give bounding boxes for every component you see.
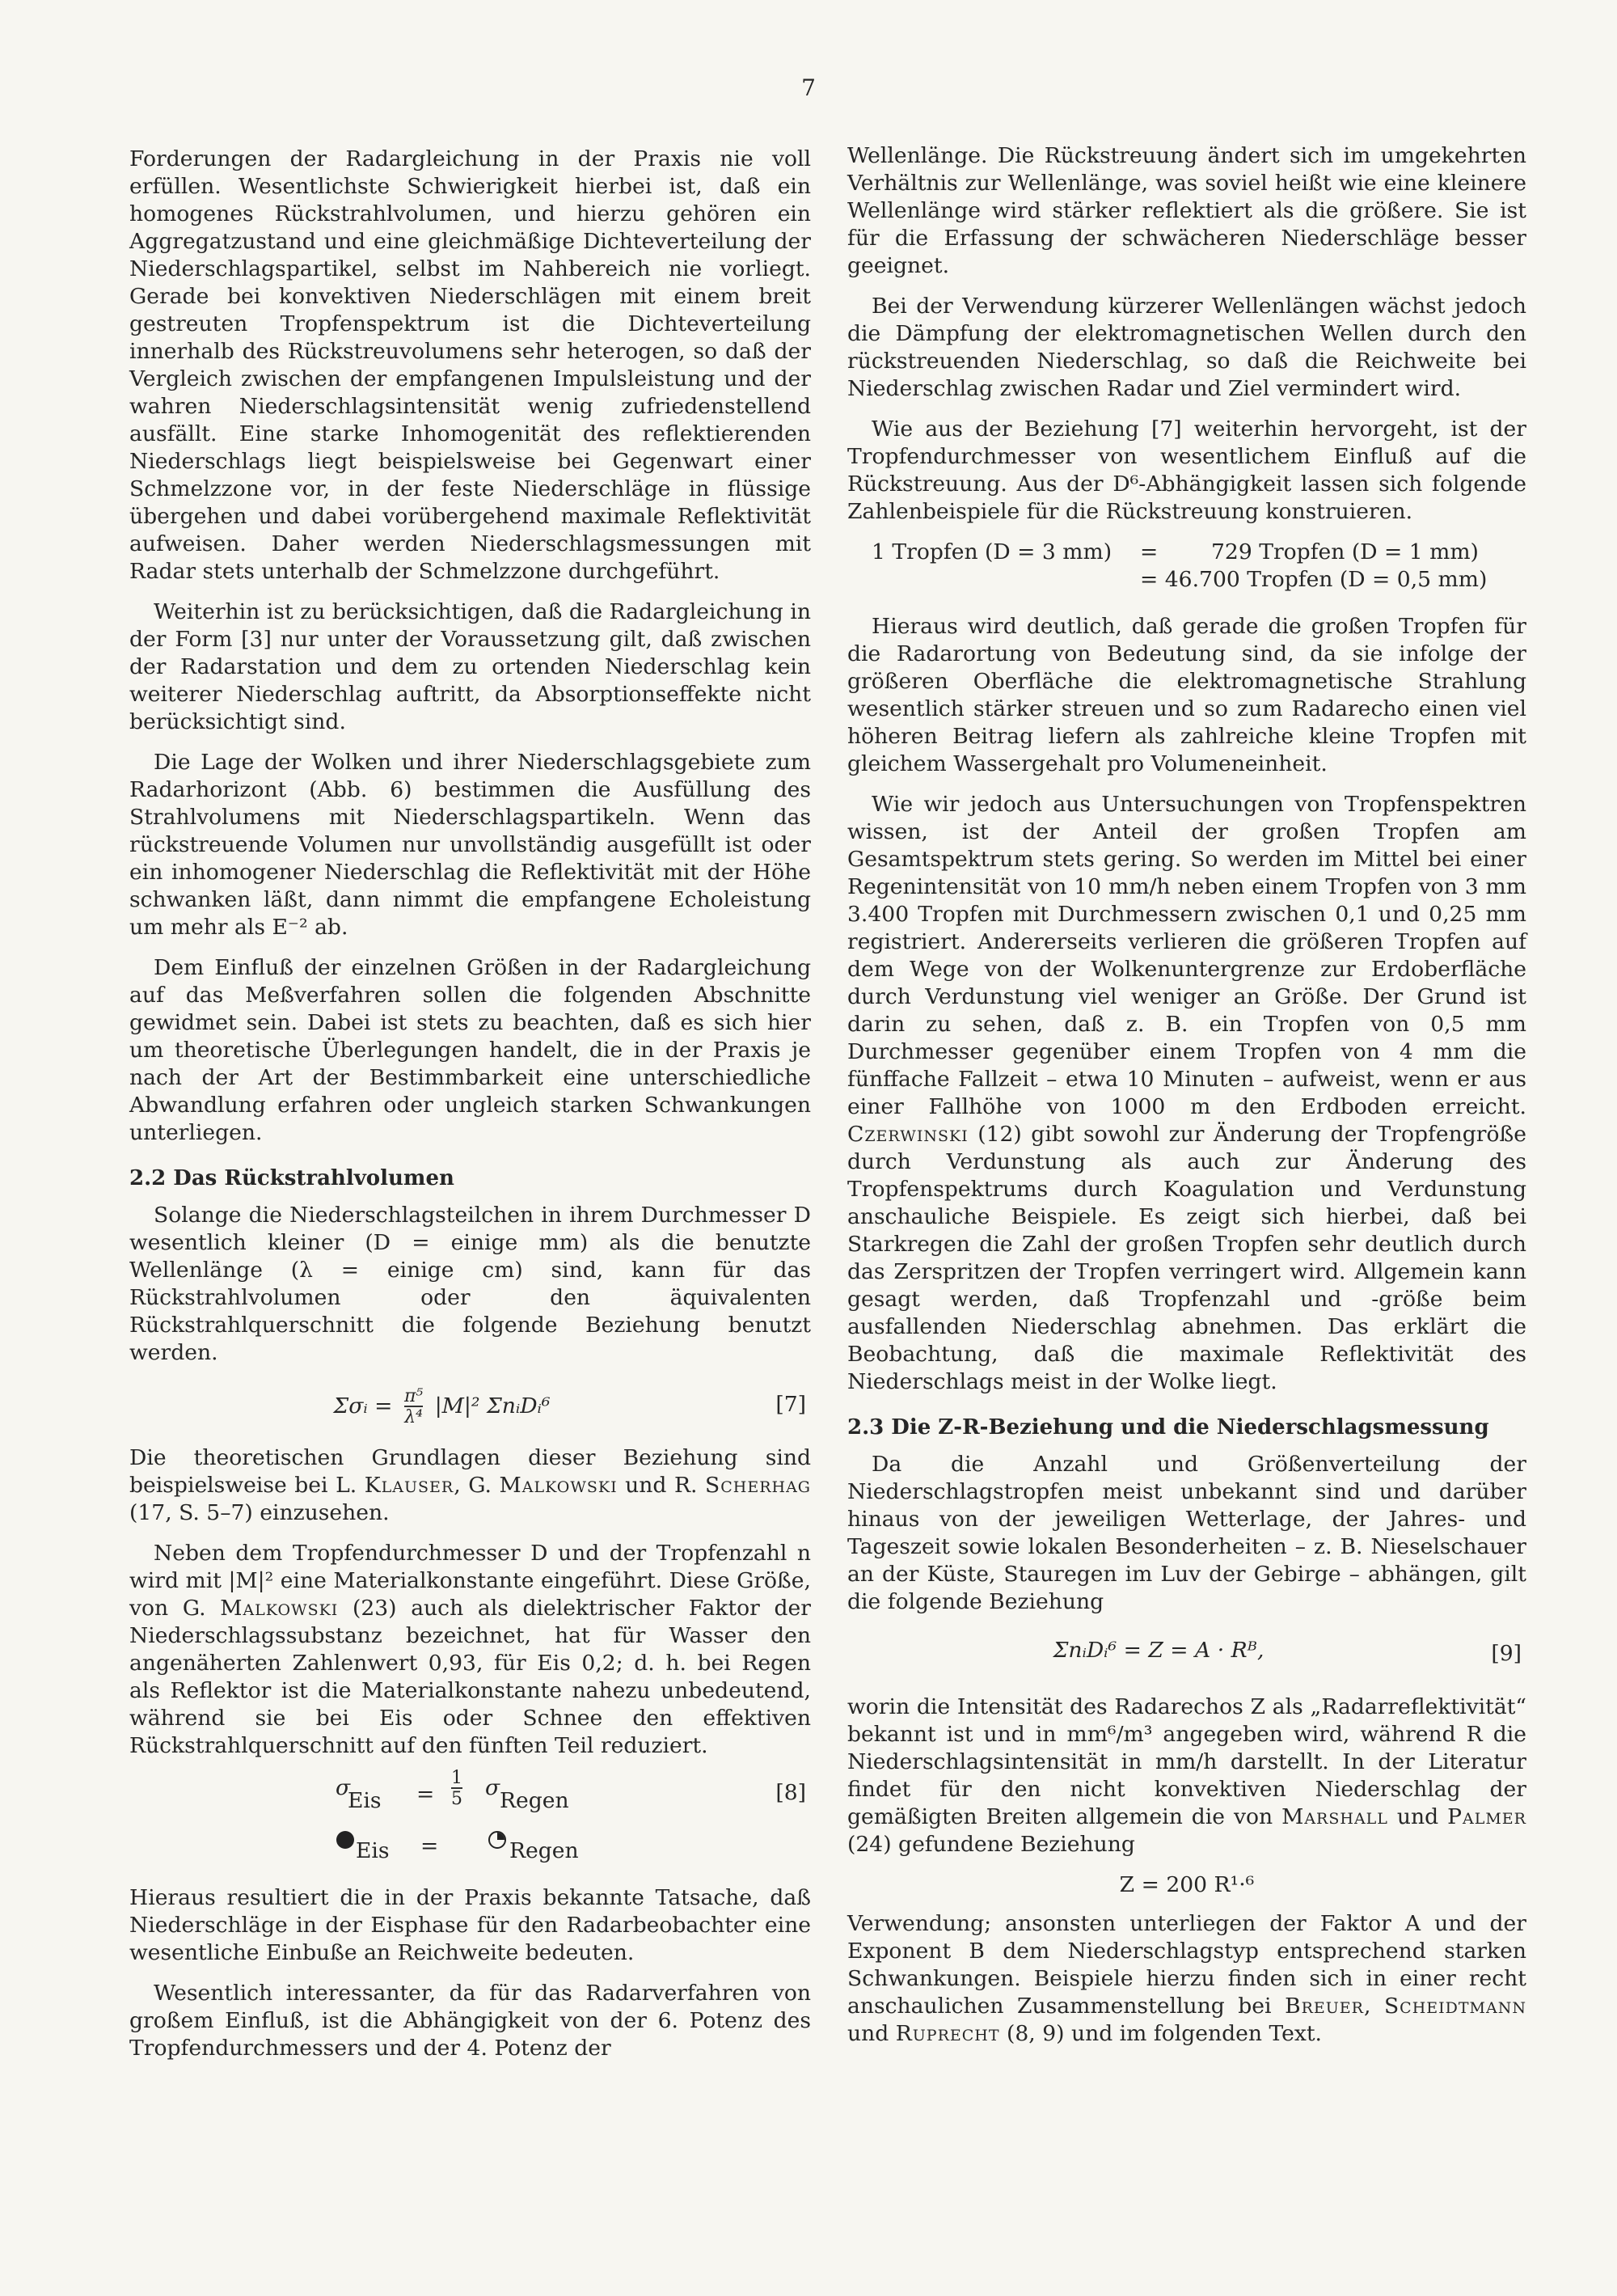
text-run: (24) gefundene Beziehung bbox=[847, 1832, 1135, 1857]
text-run: worin die Intensität des Radarechos Z als „Radarreflektivität“ bekannt ist und in mm⁶/m³ angegeben wird, während R die Niederschlagsintensität in mm/h darstellt. In der Literatur findet für den nicht konvektiven Niederschlag der gemäßigten Breiten allgemein die von bbox=[847, 1694, 1526, 1829]
paragraph: Dem Einfluß der einzelnen Größen in der Radargleichung auf das Meßverfahren sollen die folgenden Abschnitte gewidmet sein. Dabei ist stets zu beachten, daß es sich hier um theoretische Überlegungen handelt, die in der Praxis je nach der Art der Bestimmbarkeit eine unterschiedliche Abwandlung erfahren oder ungleich starken Schwankungen unterliegen. bbox=[129, 955, 811, 1145]
rain-symbol-icon bbox=[488, 1831, 506, 1849]
eq8-sigma-rain: σ bbox=[485, 1775, 500, 1800]
text-run: (12) gibt sowohl zur Änderung der Tropfengröße durch Verdunstung als auch zur Änderung des Tropfenspektrums durch Koagulation und Verdunstung anschauliche Beispiele. Es zeigt sich hierbei, daß bei Starkregen die Zahl der großen Tropfen sehr deutlich durch das Zerspritzen der Tropfen verringert wird. Allgemein kann gesagt werden, daß Tropfenzahl und -größe beim ausfallenden Niederschlag abnehmen. Das erklärt die Beobachtung, daß die maximale Reflektivität des Niederschlags meist in der Wolke liegt. bbox=[847, 1122, 1526, 1394]
text-run: Neben dem Tropfendurchmesser D und der Tropfenzahl n wird mit |M|² eine Materialkonstante eingeführt. Diese Größe, von G. bbox=[129, 1541, 811, 1621]
paragraph: Solange die Niederschlagsteilchen in ihrem Durchmesser D wesentlich kleiner (D = einige mm) als die benutzte Wellenlänge (λ = einige cm) sind, kann für das Rückstrahlvolumen oder den äquivalenten Rückstrahlquerschnitt die folgende Beziehung benutzt werden. bbox=[129, 1203, 811, 1365]
section-heading-2-2: 2.2 Das Rückstrahlvolumen bbox=[129, 1166, 454, 1190]
text-run: Die theoretischen Grundlagen dieser Beziehung sind beispielsweise bei L. bbox=[129, 1445, 811, 1498]
eq7-label: [7] bbox=[775, 1392, 806, 1417]
text-run: , bbox=[1363, 1994, 1371, 2019]
eq9-body: ΣnᵢDᵢ⁶ = Z = A · Rᴮ, bbox=[1053, 1638, 1264, 1663]
equation-7 bbox=[129, 1380, 811, 1428]
text-run: Verwendung; ansonsten unterliegen der Faktor A und der Exponent B dem Niederschlagstyp entsprechend starken Schwankungen. Beispiele hierzu finden sich in einer recht anschaulichen Zusammenstellung bei bbox=[847, 1911, 1526, 2019]
paragraph: Weiterhin ist zu berücksichtigen, daß die Radargleichung in der Form [3] nur unter der Voraussetzung gilt, daß zwischen der Radarstation und dem zu ortenden Niederschlag kein weiterer Niederschlag auftritt, da Absorptionseffekte nicht berücksichtigt sind. bbox=[129, 599, 811, 734]
drop-row1-left: 1 Tropfen (D = 3 mm) bbox=[872, 539, 1112, 564]
paragraph: Wellenlänge. Die Rückstreuung ändert sich im umgekehrten Verhältnis zur Wellenlänge, was soviel heißt wie eine kleinere Wellenlänge wird stärker reflektiert als die größere. Sie ist für die Erfassung der schwächeren Niederschläge besser geeignet. bbox=[847, 143, 1526, 278]
author-name: Malkowski bbox=[220, 1596, 339, 1621]
paragraph bbox=[847, 1910, 1526, 2048]
text-run: (17, S. 5–7) einzusehen. bbox=[129, 1500, 390, 1525]
page-number: 7 bbox=[801, 74, 816, 101]
eq8-eis-label: Eis bbox=[356, 1838, 390, 1863]
drop-row2-right: = 46.700 Tropfen (D = 0,5 mm) bbox=[1140, 567, 1488, 592]
paragraph: Die Lage der Wolken und ihrer Niederschlagsgebiete zum Radarhorizont (Abb. 6) bestimmen die Ausfüllung des Strahlvolumens mit Niederschlagspartikeln. Wenn das rückstreuende Volumen nur unvollständig ausgefüllt ist oder ein inhomogener Niederschlag die Reflektivität mit der Höhe schwanken läßt, dann nimmt die empfangene Echoleistung um mehr als E⁻² ab. bbox=[129, 750, 811, 940]
author-name: Scheidtmann bbox=[1383, 1994, 1526, 2019]
author-name: Marshall bbox=[1281, 1804, 1388, 1829]
eq8-equals-2: = bbox=[420, 1833, 439, 1858]
eq8-eis-subscript: Eis bbox=[348, 1788, 382, 1813]
section-heading-2-3: 2.3 Die Z-R-Beziehung und die Niederschlagsmessung bbox=[847, 1415, 1489, 1440]
paragraph: Wie aus der Beziehung [7] weiterhin hervorgeht, ist der Tropfendurchmesser von wesentlichem Einfluß auf die Rückstreuung. Aus der D⁶-Abhängigkeit lassen sich folgende Zahlenbeispiele für die Rückstreuung konstruieren. bbox=[847, 416, 1526, 524]
eq8-label: [8] bbox=[775, 1780, 806, 1805]
drop-row1-right: 729 Tropfen (D = 1 mm) bbox=[1211, 539, 1479, 564]
eq8-sigma-ice: σ bbox=[336, 1775, 351, 1800]
text-run: Wie wir jedoch aus Untersuchungen von Tropfenspektren wissen, ist der Anteil der großen Tropfen am Gesamtspektrum stets gering. So werden im Mittel bei einer Regenintensität von 10 mm/h neben einem Tropfen von 3 mm 3.400 Tropfen mit Durchmessern zwischen 0,1 und 0,25 mm registriert. Andererseits verlieren die größeren Tropfen auf dem Wege von der Wolkenuntergrenze zur Erdoberfläche durch Verdunstung viel weniger an Größe. Der Grund ist darin zu sehen, daß z. B. ein Tropfen von 0,5 mm Durchmesser gegenüber einem Tropfen von 4 mm die fünffache Fallzeit – etwa 10 Minuten – aufweist, wenn er aus einer Fallhöhe von 1000 m den Erdboden erreicht. bbox=[847, 792, 1526, 1119]
marshall-palmer-equation: Z = 200 R¹·⁶ bbox=[1119, 1872, 1255, 1897]
text-run: (23) auch als dielektrischer Faktor der Niederschlagssubstanz bezeichnet, hat für Wasser den angenäherten Zahlenwert 0,93, für Eis 0,2; d. h. bei Regen als Reflektor ist die Materialkonstante nahezu unbedeutend, während sie bei Eis oder Schnee den effektiven Rückstrahlquerschnitt auf den fünften Teil reduziert. bbox=[129, 1596, 811, 1758]
text-run: (8, 9) und im folgenden Text. bbox=[1007, 2021, 1322, 2046]
paragraph: Da die Anzahl und Größenverteilung der Niederschlagstropfen meist unbekannt sind und darüber hinaus von der jeweiligen Wetterlage, der Jahres- und Tageszeit sowie lokalen Besonderheiten – z. B. Nieselschauer an der Küste, Stauregen im Luv der Gebirge – abhängen, gilt die folgende Beziehung bbox=[847, 1452, 1526, 1614]
eq8-equals: = bbox=[416, 1782, 435, 1807]
text-run: , G. bbox=[454, 1473, 492, 1498]
eq9-label: [9] bbox=[1491, 1641, 1522, 1666]
author-name: Breuer bbox=[1285, 1994, 1364, 2019]
text-run: und bbox=[1396, 1804, 1439, 1829]
paragraph bbox=[847, 1693, 1526, 1858]
eq7-rhs: |M|² ΣnᵢDᵢ⁶ bbox=[434, 1393, 551, 1419]
paragraph: Wesentlich interessanter, da für das Radarverfahren von großem Einfluß, ist die Abhängigkeit von der 6. Potenz des Tropfendurchmessers und der 4. Potenz der bbox=[129, 1981, 811, 2061]
eq8-fraction bbox=[451, 1770, 462, 1808]
eq7-fraction bbox=[404, 1388, 423, 1427]
paragraph: Bei der Verwendung kürzerer Wellenlängen wächst jedoch die Dämpfung der elektromagnetischen Wellen durch den rückstreuenden Niederschlag, so daß die Reichweite bei Niederschlag zwischen Radar und Ziel vermindert wird. bbox=[847, 294, 1526, 401]
eq8-denominator: 5 bbox=[451, 1789, 462, 1809]
paragraph bbox=[847, 791, 1526, 1396]
paragraph bbox=[129, 1540, 811, 1760]
eq8-regen-label: Regen bbox=[509, 1838, 579, 1863]
equation-9 bbox=[847, 1629, 1526, 1677]
text-run: und bbox=[847, 2021, 889, 2046]
author-name: Ruprecht bbox=[895, 2021, 1000, 2046]
author-name: Scherhag bbox=[705, 1473, 811, 1498]
right-column bbox=[847, 142, 1526, 2061]
eq8-regen-subscript: Regen bbox=[500, 1788, 569, 1813]
eq7-denominator: λ⁴ bbox=[404, 1407, 423, 1427]
ice-symbol-icon bbox=[336, 1831, 354, 1849]
author-name: Malkowski bbox=[499, 1473, 618, 1498]
text-run: und R. bbox=[625, 1473, 698, 1498]
paragraph: Hieraus resultiert die in der Praxis bekannte Tatsache, daß Niederschläge in der Eisphase für den Radarbeobachter eine wesentliche Einbuße an Reichweite bedeuten. bbox=[129, 1885, 811, 1965]
eq8-numerator: 1 bbox=[451, 1768, 462, 1788]
eq7-numerator: π⁵ bbox=[403, 1386, 424, 1406]
drop-row1-equals: = bbox=[1140, 539, 1159, 564]
author-name: Czerwinski bbox=[847, 1122, 969, 1147]
drop-example-table bbox=[847, 539, 1526, 598]
equation-8 bbox=[129, 1768, 811, 1870]
paragraph bbox=[129, 1444, 811, 1527]
paragraph: Forderungen der Radargleichung in der Praxis nie voll erfüllen. Wesentlichste Schwierigkeit hierbei ist, daß ein homogenes Rückstrahlvolumen, und hierzu gehören ein Aggregatzustand und eine gleichmäßige Dichteverteilung der Niederschlagspartikel, selbst im Nahbereich nie vorliegt. Gerade bei konvektiven Niederschlägen mit einem breit gestreuten Tropfenspektrum ist die Dichteverteilung innerhalb des Rückstreuvolumens sehr heterogen, so daß der Vergleich zwischen der empfangenen Impulsleistung und der wahren Niederschlagsintensität wenig zufriedenstellend ausfällt. Eine starke Inhomogenität des reflektierenden Niederschlags liegt beispielsweise bei Gegenwart einer Schmelzzone vor, in der feste Niederschläge in flüssige übergehen und dabei vorübergehend maximale Reflektivität aufweisen. Daher werden Niederschlagsmessungen mit Radar stets unterhalb der Schmelzzone durchgeführt. bbox=[129, 146, 811, 584]
eq7-lhs: Σσᵢ = bbox=[333, 1393, 393, 1419]
author-name: Klauser bbox=[364, 1473, 454, 1498]
paragraph: Hieraus wird deutlich, daß gerade die großen Tropfen für die Radarortung von Bedeutung sind, da sie infolge der größeren Oberfläche die elektromagnetische Strahlung wesentlich stärker streuen und so zum Radarecho einen viel höheren Beitrag liefern als zahlreiche kleine Tropfen mit gleichem Wassergehalt pro Volumeneinheit. bbox=[847, 614, 1526, 776]
left-column bbox=[129, 146, 811, 2075]
author-name: Palmer bbox=[1447, 1804, 1526, 1829]
